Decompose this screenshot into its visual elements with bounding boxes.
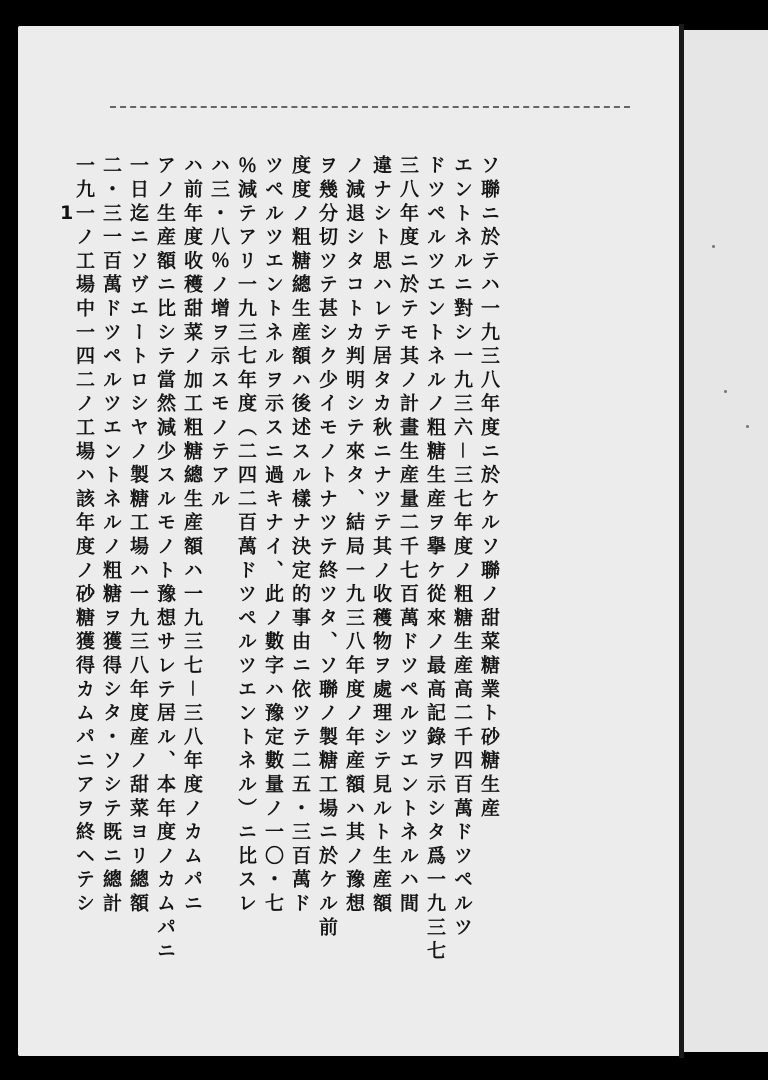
text-column: ％減テアリ一九三七年度（二四二百萬ドツペルツエントネル）ニ比スレ [235,155,257,917]
text-column: 三八年度ニ於テモ其ノ計畫生産量二千七百萬ドツペルツエントネルハ間 [397,155,419,917]
text-column: ハ三・八％ノ增ヲ示スモノテアル [208,155,230,512]
text-column: エントネルニ對シ一九三六－三七年度ノ粗糖生産高二千四百萬ドツペルツ [451,155,473,941]
text-column: 度度ノ粗糖總生産額ハ後述スル樣ナ決定的事由ニ依ツテ二五・三百萬ド [289,155,311,917]
text-column: 一日迄ニソヴエートロシヤノ製糖工場ハ一九三八年度産ノ甜菜ヨリ總額 [127,155,149,917]
text-column: ツペルツエントネルヲ示スニ過キナイ、此ノ數字ハ豫定數量ノ一〇・七 [262,155,284,917]
header-rule [110,106,630,108]
facing-page-edge [684,30,768,1052]
text-column: ソ聯ニ於テハ一九三八年度ニ於ケルソ聯ノ甜菜糖業ト砂糖生産 [478,155,500,822]
text-column: アノ生産額ニ比シテ當然減少スルモノト豫想サレテ居ル、本年度ノカムパニ [154,155,176,965]
text-column: ドツペルツエントネルノ粗糖生産ヲ擧ケ從來ノ最高記錄ヲ示シタ爲一九三七 [424,155,446,965]
text-column: 違ナシト思ハレテ居タカ秋ニナツテ其ノ收穫物ヲ處理シテ見ルト生産額 [370,155,392,917]
text-column: ハ前年度收穫甜菜ノ加工粗糖總生産額ハ一九三七－三八年度ノカムパニ [181,155,203,917]
text-column: ノ減退シタコトカ判明シテ來タ、結局一九三八年度ノ年産額ハ其ノ豫想 [343,155,365,917]
text-column: ヲ幾分切ツテ甚シク少イモノトナツテ終ツタ、ソ聯ノ製糖工場ニ於ケル前 [316,155,338,941]
text-column: 一九一ノ工場中一四二ノ工場ハ該年度ノ砂糖獲得カムパニアヲ終ヘテシ [73,155,95,917]
vertical-body-text [70,155,502,985]
text-column: 二・三一百萬ドツペルツエントネルノ粗糖ヲ獲得シタ・ソシテ既ニ總計 [100,155,122,917]
paper-speck [746,425,749,428]
paper-speck [724,390,727,393]
paper-speck [712,245,715,248]
margin-mark: 1 [60,202,74,224]
